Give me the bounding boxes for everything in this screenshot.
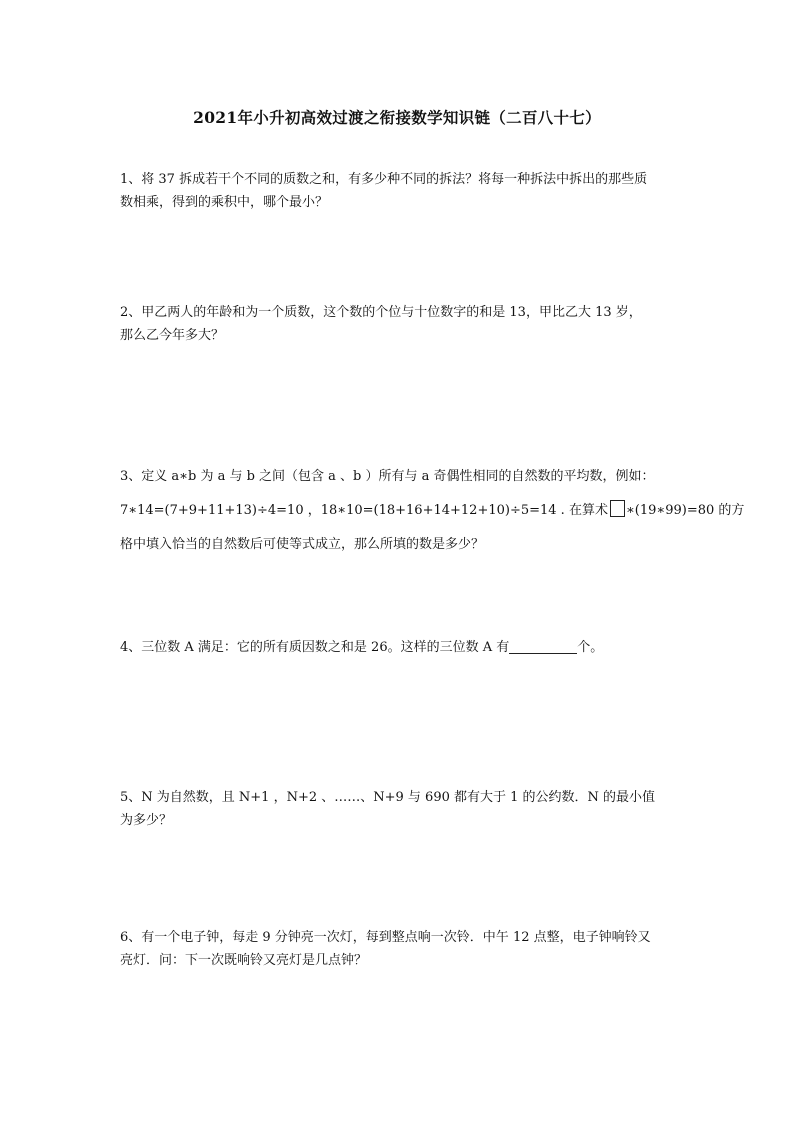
question-6-line-2: 亮灯．问：下一次既响铃又亮灯是几点钟？ bbox=[120, 953, 368, 968]
question-5 bbox=[120, 786, 680, 832]
question-2-line-2: 那么乙今年多大？ bbox=[120, 328, 225, 343]
question-4-line-1 bbox=[120, 636, 680, 659]
question-5-line-2: 为多少？ bbox=[120, 813, 173, 828]
answer-blank bbox=[509, 639, 577, 654]
question-1-line-1: 1、将 37 拆成若干个不同的质数之和，有多少种不同的拆法？将每一种拆法中拆出的那些质 bbox=[120, 172, 648, 187]
answer-box bbox=[610, 500, 625, 517]
question-6-line-1: 6、有一个电子钟，每走 9 分钟亮一次灯，每到整点响一次铃．中午 12 点整，电子钟响铃又 bbox=[120, 930, 651, 945]
question-5-line-1: 5、N 为自然数，且 N+1 ，N+2 、……、N+9 与 690 都有大于 1 的公约数．N 的最小值 bbox=[120, 790, 656, 805]
question-4-text-b: 个。 bbox=[577, 640, 604, 655]
question-3-line-2-part-a: 7∗14=(7+9+11+13)÷4=10 ，18∗10=(18+16+14+12+10)÷5=14 . 在算术 bbox=[120, 503, 608, 518]
question-2 bbox=[120, 301, 680, 347]
question-1 bbox=[120, 168, 680, 214]
question-4 bbox=[120, 636, 680, 659]
question-3-line-1: 3、定义 a∗b 为 a 与 b 之间（包含 a 、b ）所有与 a 奇偶性相同的自然数的平均数，例如： bbox=[120, 469, 655, 484]
question-3 bbox=[120, 460, 745, 562]
question-3-line-2 bbox=[120, 494, 745, 528]
question-4-text-a: 4、三位数 A 满足：它的所有质因数之和是 26。这样的三位数 A 有 bbox=[120, 640, 510, 655]
question-3-line-2-part-b: ∗(19∗99)=80 的方 bbox=[625, 503, 745, 518]
question-6 bbox=[120, 926, 680, 972]
question-3-line-3: 格中填入恰当的自然数后可使等式成立，那么所填的数是多少？ bbox=[120, 537, 485, 552]
page-title: 2021年小升初高效过渡之衔接数学知识链（二百八十七） bbox=[193, 108, 601, 127]
question-1-line-2: 数相乘，得到的乘积中，哪个最小？ bbox=[120, 195, 329, 210]
question-2-line-1: 2、甲乙两人的年龄和为一个质数，这个数的个位与十位数字的和是 13，甲比乙大 13 岁， bbox=[120, 305, 642, 320]
